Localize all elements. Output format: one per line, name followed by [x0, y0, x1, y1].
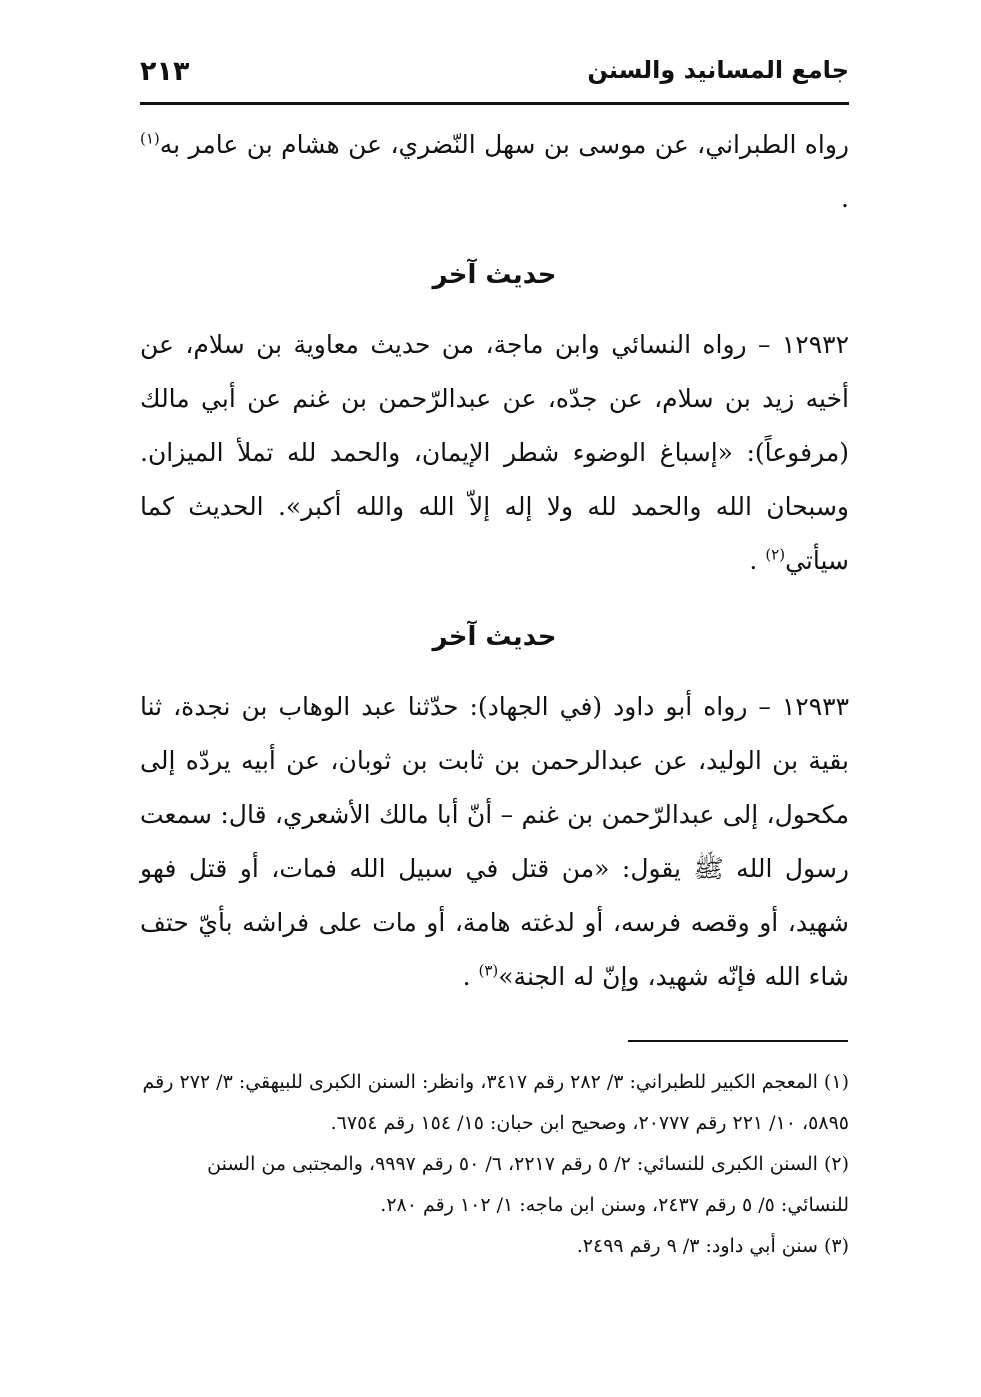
- footnote-ref-2: (٢): [765, 545, 786, 564]
- main-text: [140, 118, 849, 1004]
- hadith-end-1: .: [749, 546, 758, 575]
- running-header: [140, 50, 849, 100]
- footnote-3: (٣) سنن أبي داود: ٣/ ٩ رقم ٢٤٩٩.: [576, 1235, 849, 1257]
- hadith-text-1: – رواه النسائي وابن ماجة، من حديث معاوية بن سلام، عن أخيه زيد بن سلام، عن جدّه، عن عبدالرّحمن بن غنم عن أبي مالك (مرفوعاً): «إسباغ الوضوء شطر الإيمان، والحمد لله تملأ الميزان. وسبحان الله والحمد لله ولا إله إلاّ الله والله أكبر». الحديث كما سيأتي: [140, 330, 849, 575]
- hadith-text-2: – رواه أبو داود (في الجهاد): حدّثنا عبد الوهاب بن نجدة، ثنا بقية بن الوليد، عن عبدالرحمن بن ثابت بن ثوبان، عن أبيه يردّه إلى مكحول، إلى عبدالرّحمن بن غنم – أنّ أبا مالك الأشعري، قال: سمعت رسول الله ﷺ يقول: «من قتل في سبيل الله فمات، أو قتل فهو شهيد، أو وقصه فرسه، أو لدغته هامة، أو مات على فراشه بأيّ حتف شاء الله فإنّه شهيد، وإنّ له الجنة»: [140, 692, 849, 991]
- footnote-1: (١) المعجم الكبير للطبراني: ٣/ ٢٨٢ رقم ٣٤١٧، وانظر: السنن الكبرى للبيهقي: ٣/ ٢٧٢ رقم ٥٨٩٥، ١٠/ ٢٢١ رقم ٢٠٧٧٧، وصحيح ابن حبان: ١٥/ ١٥٤ رقم ٦٧٥٤.: [142, 1071, 849, 1134]
- footnote-ref-1: (١): [140, 129, 160, 148]
- running-title: جامع المسانيد والسنن: [587, 56, 849, 84]
- intro-end: .: [841, 184, 849, 213]
- intro-text: رواه الطبراني، عن موسى بن سهل النّضري، عن هشام بن عامر به: [159, 130, 849, 159]
- footnote-2: (٢) السنن الكبرى للنسائي: ٢/ ٥ رقم ٢٢١٧، ٦/ ٥٠ رقم ٩٩٩٧، والمجتبى من السنن للنسائي: ٥/ ٥ رقم ٢٤٣٧، وسنن ابن ماجه: ١/ ١٠٢ رقم ٢٨٠.: [207, 1153, 849, 1216]
- hadith-number-2: ١٢٩٣٣: [781, 692, 849, 721]
- intro-paragraph: [140, 118, 849, 226]
- hadith-number-1: ١٢٩٣٢: [781, 330, 849, 359]
- hadith-heading-2: حديث آخر: [432, 622, 557, 652]
- footnote-rule: [628, 1040, 848, 1042]
- hadith-paragraph-2: [140, 680, 849, 1004]
- hadith-heading-1: حديث آخر: [432, 260, 557, 290]
- hadith-end-2: .: [462, 962, 471, 991]
- footnote-ref-3: (٣): [478, 961, 499, 980]
- page-number: ٢١٣: [140, 56, 190, 87]
- hadith-paragraph-1: [140, 318, 849, 588]
- footnotes: [140, 1062, 849, 1267]
- header-rule: [140, 102, 849, 105]
